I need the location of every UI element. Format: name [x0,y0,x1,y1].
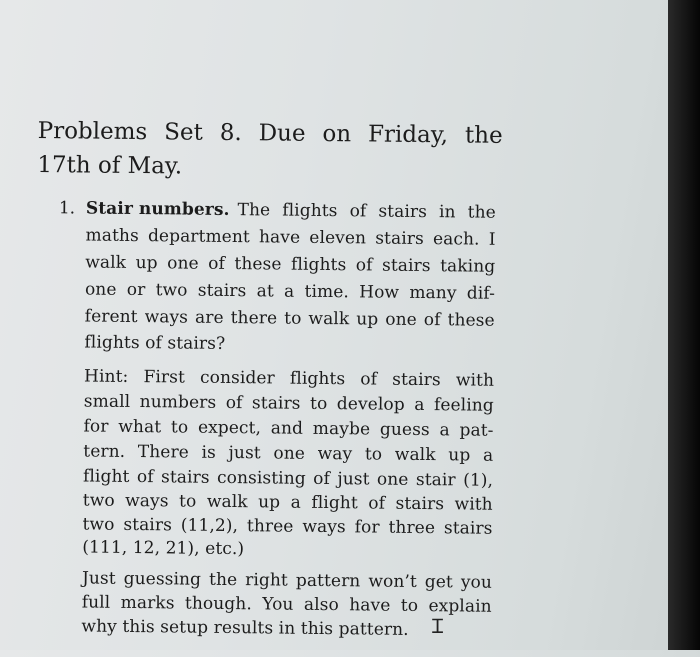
hint-line: for what to expect, and maybe guess a pat- [83,416,494,441]
problem-line: one or two stairs at a time. How many dif- [84,279,496,304]
title-line-2: 17th of May. [37,151,183,180]
hint-line: tern. There is just one way to walk up a [83,441,494,466]
hint-line: small numbers of stairs to develop a feeling [83,391,494,416]
hint-line: two ways to walk up a flight of stairs with [82,490,493,515]
problem-number: 1. [58,198,76,219]
note-line: full marks though. You also have to explain [81,592,492,617]
text-cursor-icon: Ɪ [432,614,444,638]
problem-heading: Stair numbers. [85,198,230,220]
problem-first-line [86,198,496,222]
hint-line: two stairs (11,2), three ways for three stairs [82,514,493,539]
hint-line: Hint: First consider flights of stairs with [84,366,495,391]
note-line: why this setup results in this pattern. [81,616,409,640]
problem-line: The flights of stairs in the [237,200,496,223]
problem-line: flights of stairs? [84,332,226,354]
note-line: Just guessing the right pattern won’t get you [81,568,493,593]
problem-line: walk up one of these flights of stairs taking [85,252,496,277]
problem-line: maths department have eleven stairs each. I [85,225,496,250]
problem-line: ferent ways are there to walk up one of these [84,306,495,331]
hint-line: flight of stairs consisting of just one stair (1), [82,466,494,491]
screen-edge [668,0,700,650]
title-line-1: Problems Set 8. Due on Friday, the [37,117,503,149]
hint-line: (111, 12, 21), etc.) [82,537,245,560]
